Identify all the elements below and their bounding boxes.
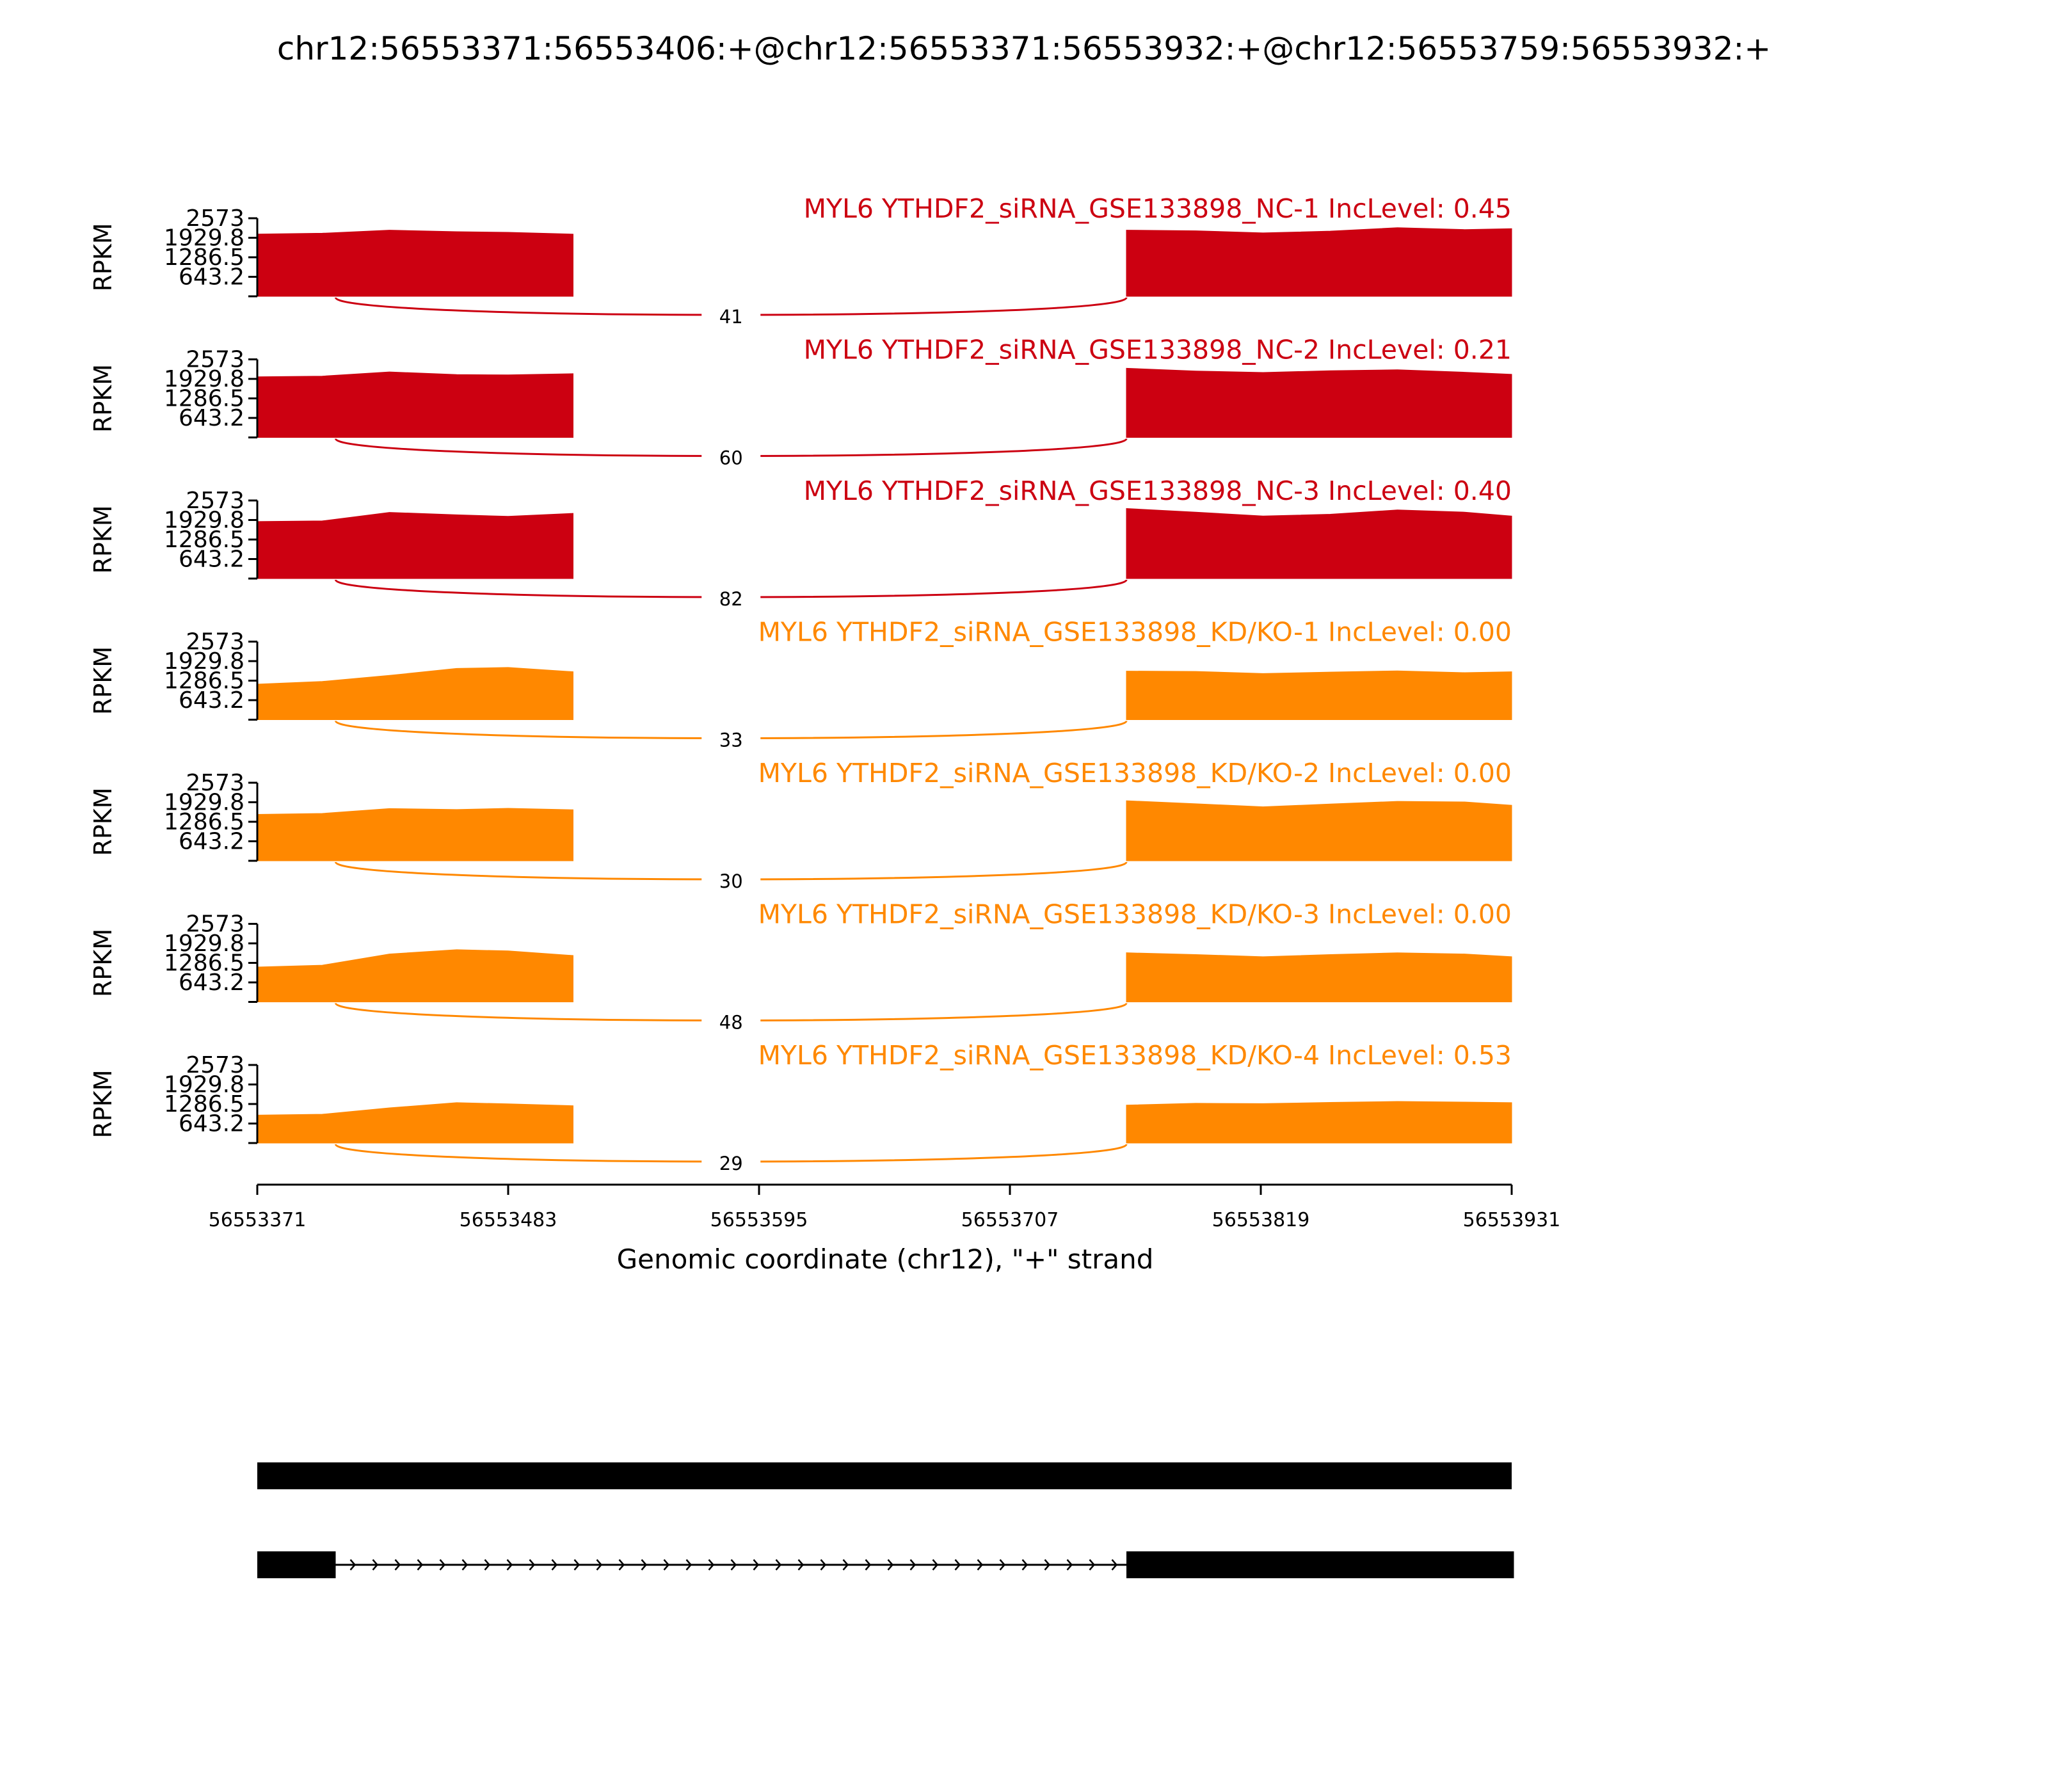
track-4 — [89, 617, 1512, 752]
y-tick-label: 1929.8 — [164, 648, 244, 675]
y-tick-label: 643.2 — [178, 1110, 244, 1137]
coverage-area — [257, 513, 573, 579]
coverage-area — [1126, 1101, 1512, 1143]
sample-label: MYL6 YTHDF2_siRNA_GSE133898_KD/KO-2 IncLevel: 0.00 — [758, 758, 1512, 788]
y-tick-label: 1286.5 — [164, 1091, 244, 1117]
y-tick-label: 643.2 — [178, 546, 244, 573]
coverage-area — [257, 230, 573, 296]
x-axis — [209, 1185, 1561, 1231]
sample-label: MYL6 YTHDF2_siRNA_GSE133898_NC-2 IncLevel: 0.21 — [803, 334, 1512, 365]
coverage-area — [257, 808, 573, 861]
sample-label: MYL6 YTHDF2_siRNA_GSE133898_KD/KO-3 IncLevel: 0.00 — [758, 899, 1512, 930]
y-tick-label: 1929.8 — [164, 789, 244, 816]
y-tick-label: 1929.8 — [164, 225, 244, 252]
y-axis-label: RPKM — [89, 646, 117, 716]
y-axis-label: RPKM — [89, 1069, 117, 1139]
exon-block — [1126, 1551, 1514, 1578]
y-tick-label: 2573 — [186, 205, 244, 232]
sample-label: MYL6 YTHDF2_siRNA_GSE133898_NC-3 IncLevel: 0.40 — [803, 476, 1512, 506]
junction-count-label: 33 — [719, 729, 743, 751]
y-axis-label: RPKM — [89, 787, 117, 856]
x-axis-label: Genomic coordinate (chr12), "+" strand — [616, 1244, 1154, 1275]
y-axis-label: RPKM — [89, 505, 117, 574]
coverage-area — [1126, 509, 1512, 579]
y-tick-label: 1286.5 — [164, 950, 244, 977]
junction-count-label: 60 — [719, 447, 743, 469]
gene-model-1 — [257, 1462, 1512, 1489]
x-tick-label: 56553819 — [1212, 1209, 1310, 1231]
coverage-area — [1126, 801, 1512, 861]
junction-count-label: 48 — [719, 1011, 743, 1034]
coverage-area — [257, 950, 573, 1002]
y-tick-label: 2573 — [186, 346, 244, 373]
y-tick-label: 1929.8 — [164, 1071, 244, 1098]
coverage-tracks — [89, 193, 1512, 1175]
track-1 — [89, 193, 1512, 328]
junction-count-label: 30 — [719, 870, 743, 892]
sample-label: MYL6 YTHDF2_siRNA_GSE133898_KD/KO-4 IncLevel: 0.53 — [758, 1040, 1512, 1071]
track-7 — [89, 1040, 1512, 1175]
y-tick-label: 2573 — [186, 488, 244, 514]
gene-models — [257, 1462, 1514, 1578]
coverage-area — [1126, 368, 1512, 437]
coverage-area — [257, 668, 573, 720]
y-tick-label: 643.2 — [178, 970, 244, 996]
x-tick-label: 56553707 — [961, 1209, 1059, 1231]
y-tick-label: 1286.5 — [164, 527, 244, 553]
coverage-area — [1126, 671, 1512, 719]
y-tick-label: 1929.8 — [164, 507, 244, 534]
gene-model-2 — [257, 1551, 1514, 1578]
y-tick-label: 2573 — [186, 1052, 244, 1078]
coverage-area — [257, 372, 573, 437]
coverage-area — [257, 1103, 573, 1143]
y-tick-label: 2573 — [186, 628, 244, 655]
track-5 — [89, 758, 1512, 893]
junction-count-label: 41 — [719, 306, 743, 328]
track-3 — [89, 476, 1512, 611]
y-tick-label: 643.2 — [178, 687, 244, 714]
y-tick-label: 643.2 — [178, 264, 244, 291]
y-axis-label: RPKM — [89, 223, 117, 292]
y-tick-label: 2573 — [186, 770, 244, 796]
x-tick-label: 56553371 — [208, 1209, 307, 1231]
y-tick-label: 1286.5 — [164, 244, 244, 271]
track-6 — [89, 899, 1512, 1034]
y-tick-label: 1929.8 — [164, 365, 244, 392]
sample-label: MYL6 YTHDF2_siRNA_GSE133898_NC-1 IncLevel: 0.45 — [803, 193, 1512, 224]
junction-count-label: 82 — [719, 588, 743, 610]
y-tick-label: 643.2 — [178, 405, 244, 432]
sample-label: MYL6 YTHDF2_siRNA_GSE133898_KD/KO-1 IncLevel: 0.00 — [758, 616, 1512, 648]
y-axis-label: RPKM — [89, 928, 117, 998]
chart-title: chr12:56553371:56553406:+@chr12:56553371:56553932:+@chr12:56553759:56553932:+ — [276, 30, 1772, 67]
y-tick-label: 1286.5 — [164, 668, 244, 694]
junction-count-label: 29 — [719, 1153, 743, 1174]
exon-block — [257, 1551, 336, 1578]
y-tick-label: 2573 — [186, 911, 244, 938]
x-tick-label: 56553595 — [710, 1209, 808, 1231]
x-tick-label: 56553931 — [1462, 1209, 1561, 1231]
y-axis-label: RPKM — [89, 364, 117, 433]
track-2 — [89, 335, 1512, 470]
coverage-area — [1126, 228, 1512, 296]
y-tick-label: 1929.8 — [164, 930, 244, 957]
y-tick-label: 1286.5 — [164, 809, 244, 835]
x-tick-label: 56553483 — [459, 1209, 557, 1231]
y-tick-label: 643.2 — [178, 828, 244, 855]
y-tick-label: 1286.5 — [164, 385, 244, 412]
coverage-area — [1126, 953, 1512, 1002]
exon-block — [257, 1462, 1512, 1489]
